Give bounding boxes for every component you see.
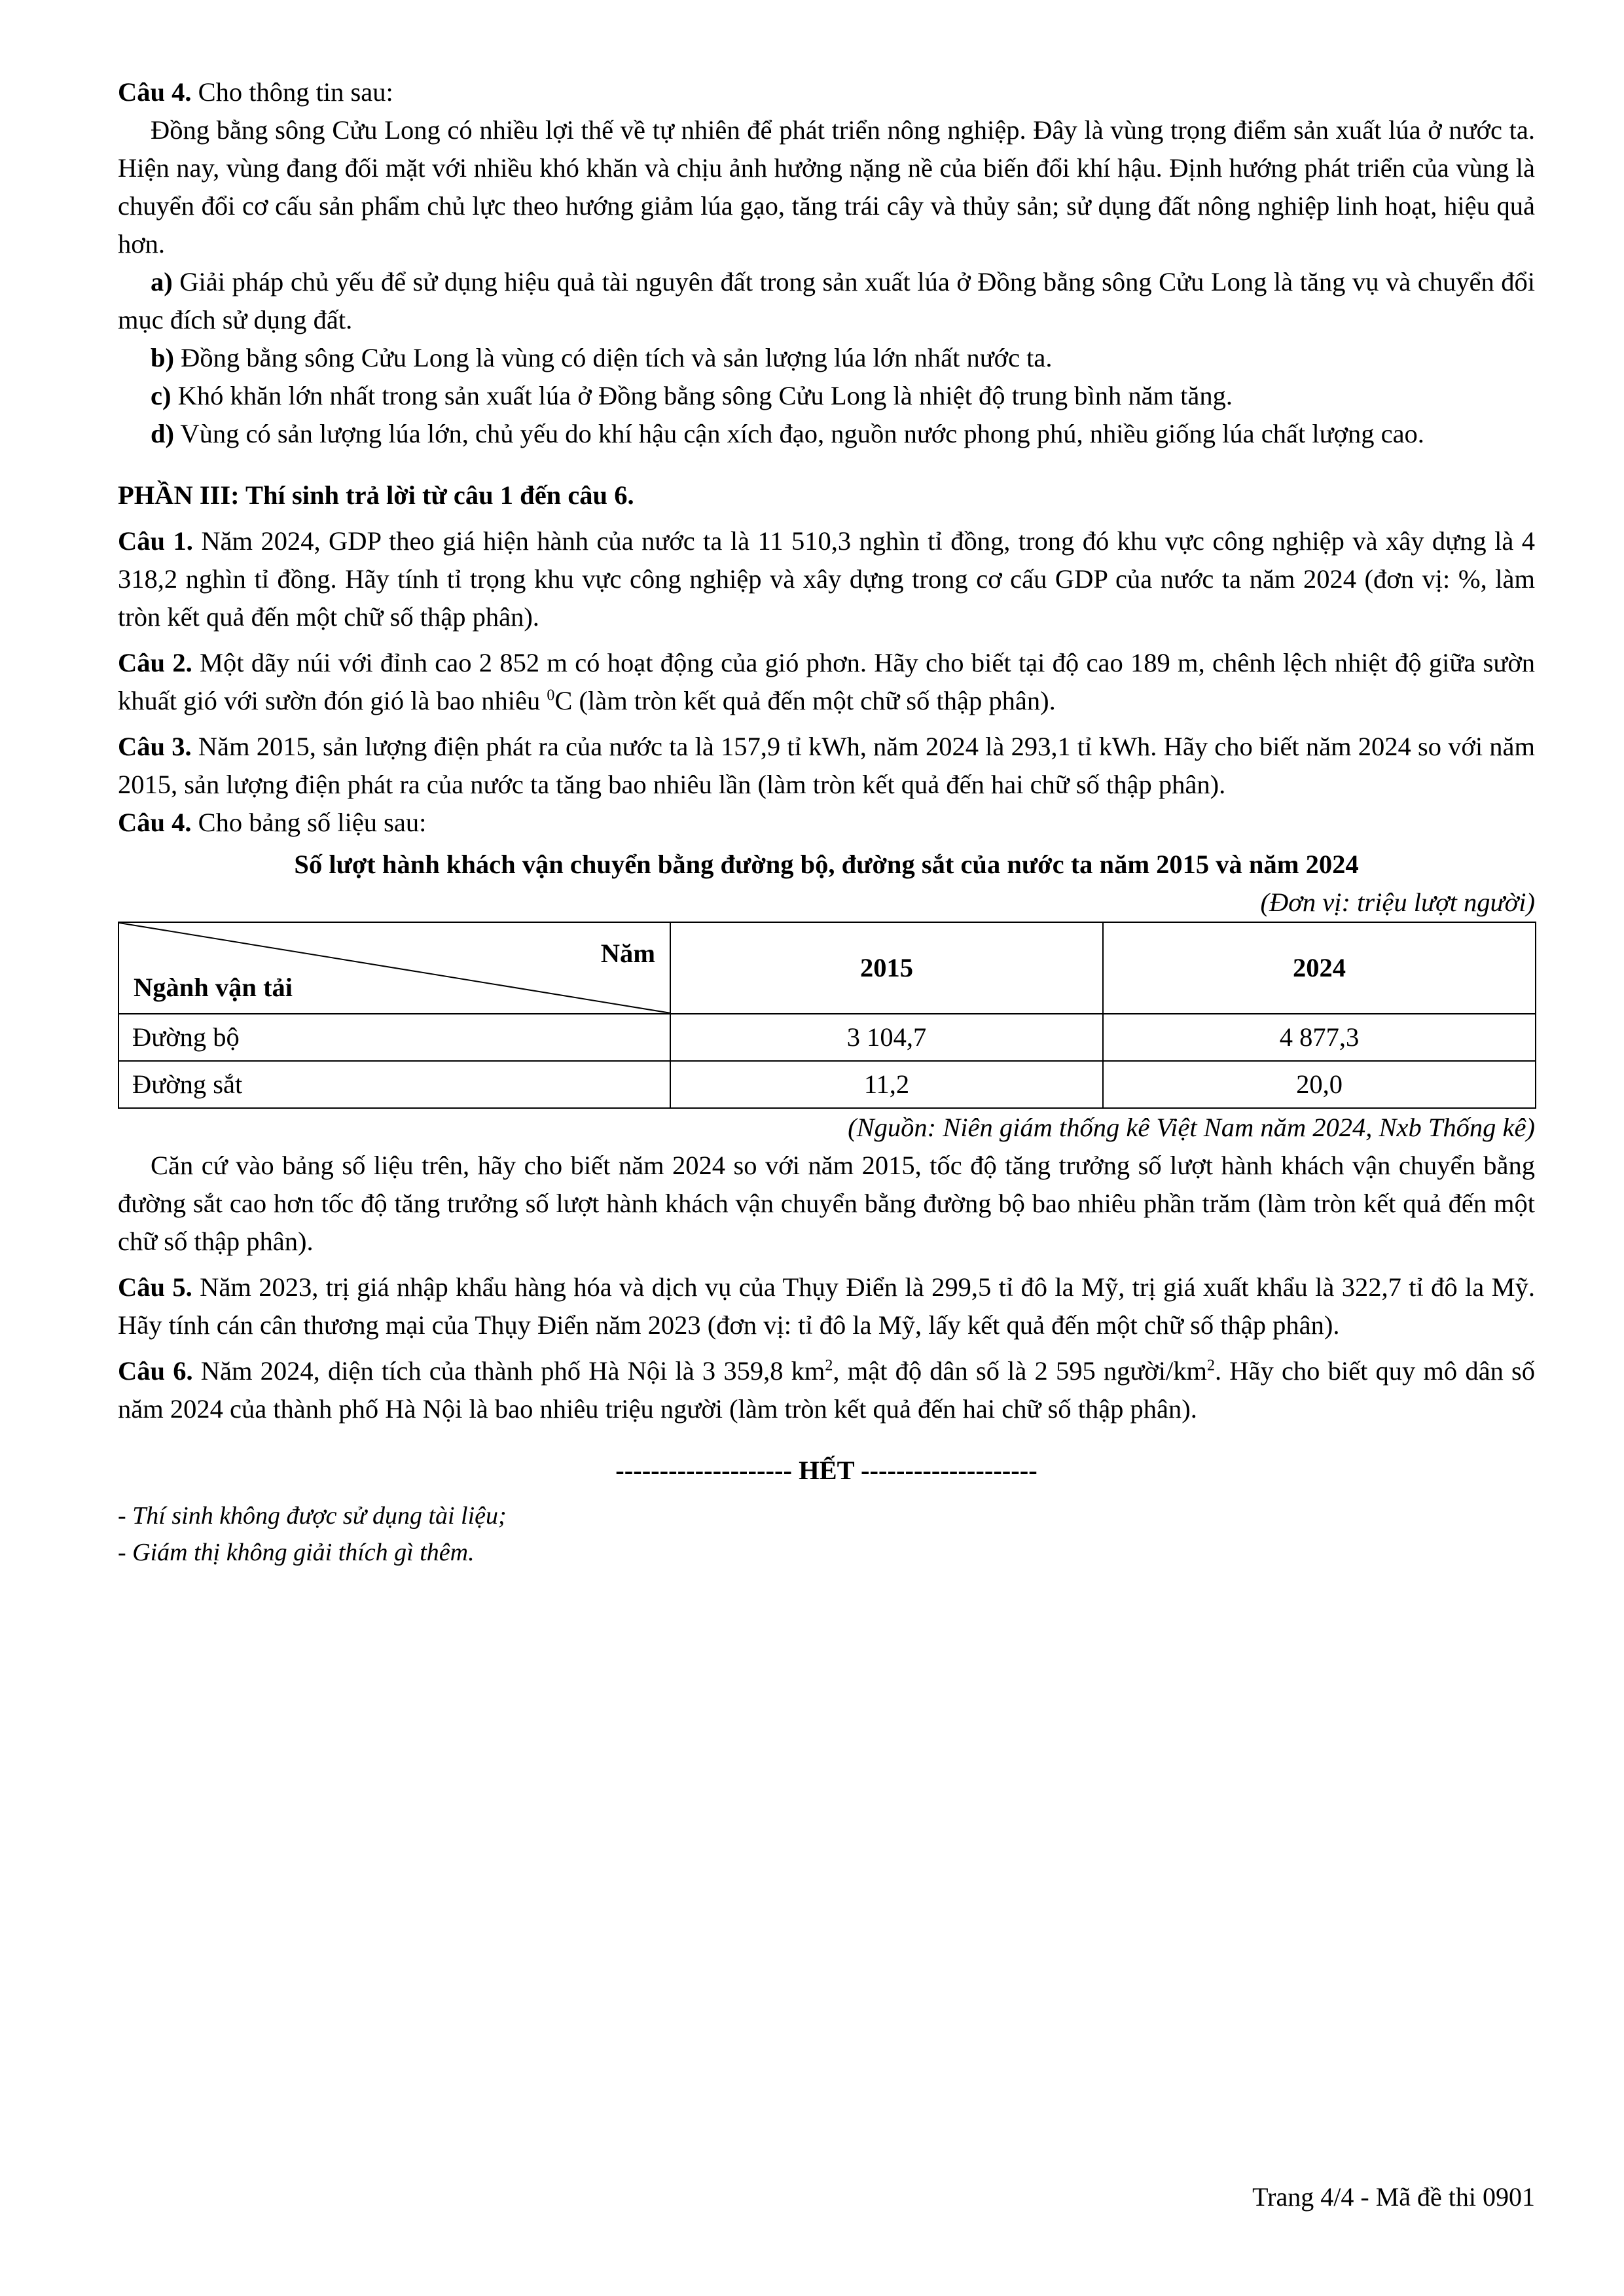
part3-question-1: Câu 1. Năm 2024, GDP theo giá hiện hành của nước ta là 11 510,3 nghìn tỉ đồng, trong đó khu vực công nghiệp và xây dựng là 4 318,2 nghìn tỉ đồng. Hãy tính tỉ trọng khu vực công nghiệp và xây dựng trong cơ cấu GDP của nước ta năm 2024 (đơn vị: %, làm tròn kết quả đến một chữ số thập phân). bbox=[118, 526, 1535, 632]
part3-question-3: Câu 3. Năm 2015, sản lượng điện phát ra của nước ta là 157,9 tỉ kWh, năm 2024 là 293,1 tỉ kWh. Hãy cho biết năm 2024 so với năm 2015, sản lượng điện phát ra của nước ta tăng bao nhiêu lần (làm tròn kết quả đến hai chữ số thập phân). bbox=[118, 732, 1536, 799]
header-year: 2024 bbox=[1103, 922, 1536, 1014]
table-unit: (Đơn vị: triệu lượt người) bbox=[1260, 888, 1535, 917]
row-label: Đường sắt bbox=[118, 1061, 670, 1108]
part3-question-5: Câu 5. Năm 2023, trị giá nhập khẩu hàng hóa và dịch vụ của Thụy Điển là 299,5 tỉ đô la Mỹ, trị giá xuất khẩu là 322,7 tỉ đô la Mỹ. Hãy tính cán cân thương mại của Thụy Điển năm 2023 (đơn vị: tỉ đô la Mỹ, lấy kết quả đến một chữ số thập phân). bbox=[118, 1272, 1535, 1340]
corner-label-sector: Ngành vận tải bbox=[134, 973, 293, 1002]
part3-question-4-text: Căn cứ vào bảng số liệu trên, hãy cho biết năm 2024 so với năm 2015, tốc độ tăng trưởng số lượt hành khách vận chuyển bằng đường sắt cao hơn tốc độ tăng trưởng số lượt hành khách vận chuyển bằng đường bộ bao nhiêu phần trăm (làm tròn kết quả đến một chữ số thập phân). bbox=[118, 1151, 1535, 1256]
note-line: - Giám thị không giải thích gì thêm. bbox=[118, 1539, 475, 1566]
passenger-table bbox=[118, 922, 1536, 1109]
question-4-passage: Đồng bằng sông Cửu Long có nhiều lợi thế về tự nhiên để phát triển nông nghiệp. Đây là vùng trọng điểm sản xuất lúa ở nước ta. Hiện nay, vùng đang đối mặt với nhiều khó khăn và chịu ảnh hưởng nặng nề của biến đổi khí hậu. Định hướng phát triển của vùng là chuyển đổi cơ cấu sản phẩm chủ lực theo hướng giảm lúa gạo, tăng trái cây và thủy sản; sử dụng đất nông nghiệp linh hoạt, hiệu quả hơn. bbox=[118, 115, 1535, 259]
exam-page bbox=[118, 73, 1535, 1571]
option-c: c) Khó khăn lớn nhất trong sản xuất lúa ở Đồng bằng sông Cửu Long là nhiệt độ trung bình năm tăng. bbox=[151, 381, 1233, 410]
table-source: (Nguồn: Niên giám thống kê Việt Nam năm 2024, Nxb Thống kê) bbox=[848, 1113, 1535, 1142]
note-line: - Thí sinh không được sử dụng tài liệu; bbox=[118, 1502, 507, 1530]
part3-question-2: Câu 2. Một dãy núi với đỉnh cao 2 852 m có hoạt động của gió phơn. Hãy cho biết tại độ cao 189 m, chênh lệch nhiệt độ giữa sườn khuất gió với sườn đón gió là bao nhiêu $^0$C (làm tròn kết quả đến một chữ số thập phân). bbox=[118, 648, 1535, 715]
option-a: a) Giải pháp chủ yếu để sử dụng hiệu quả tài nguyên đất trong sản xuất lúa ở Đồng bằng sông Cửu Long là tăng vụ và chuyển đổi mục đích sử dụng đất. bbox=[118, 267, 1536, 334]
table-row bbox=[118, 1014, 1536, 1061]
table-header-row bbox=[118, 922, 1536, 1014]
option-d: d) Vùng có sản lượng lúa lớn, chủ yếu do khí hậu cận xích đạo, nguồn nước phong phú, nhiều giống lúa chất lượng cao. bbox=[151, 419, 1424, 448]
end-mark: -------------------- HẾT -------------------- bbox=[615, 1456, 1038, 1485]
option-b: b) Đồng bằng sông Cửu Long là vùng có diện tích và sản lượng lúa lớn nhất nước ta. bbox=[151, 343, 1053, 372]
page-footer: Trang 4/4 - Mã đề thi 0901 bbox=[1252, 2182, 1535, 2212]
cell-value: 20,0 bbox=[1103, 1061, 1536, 1108]
question-4-intro: Câu 4. Cho thông tin sau: bbox=[118, 77, 393, 107]
table-title: Số lượt hành khách vận chuyển bằng đường bộ, đường sắt của nước ta năm 2015 và năm 2024 bbox=[294, 850, 1359, 879]
cell-value: 11,2 bbox=[670, 1061, 1103, 1108]
row-label: Đường bộ bbox=[118, 1014, 670, 1061]
table-row bbox=[118, 1061, 1536, 1108]
part-3-heading: PHẦN III: Thí sinh trả lời từ câu 1 đến câu 6. bbox=[118, 480, 634, 510]
corner-label-year: Năm bbox=[600, 939, 655, 968]
cell-value: 4 877,3 bbox=[1103, 1014, 1536, 1061]
table-corner-cell bbox=[118, 922, 670, 1014]
part3-question-6: Câu 6. Năm 2024, diện tích của thành phố Hà Nội là 3 359,8 $km^2$, mật độ dân số là 2 595 người/$km^2$. Hãy cho biết quy mô dân số năm 2024 của thành phố Hà Nội là bao nhiêu triệu người (làm tròn kết quả đến hai chữ số thập phân). bbox=[118, 1356, 1536, 1424]
cell-value: 3 104,7 bbox=[670, 1014, 1103, 1061]
header-year: 2015 bbox=[670, 922, 1103, 1014]
part3-question-4-intro: Câu 4. Cho bảng số liệu sau: bbox=[118, 808, 427, 837]
